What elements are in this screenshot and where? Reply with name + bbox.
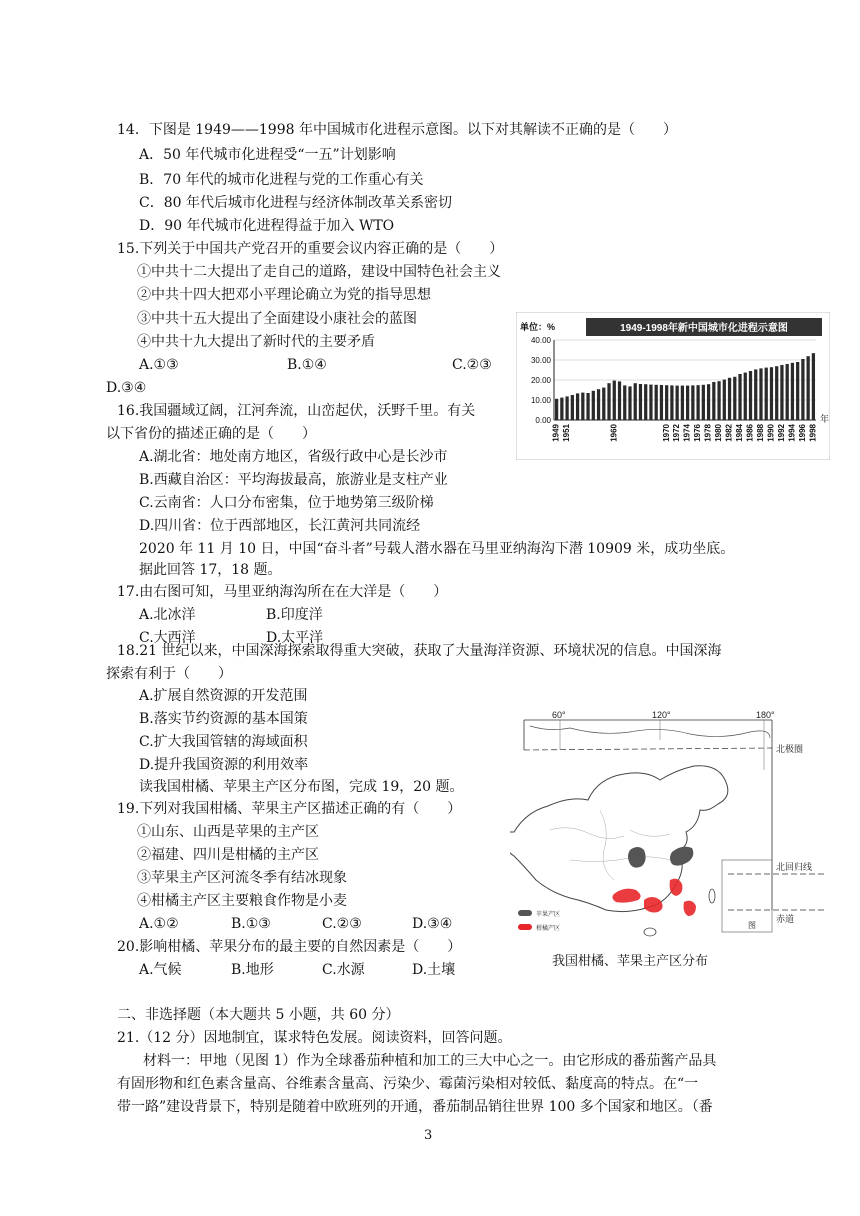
chart-bar-1970 [665, 385, 668, 420]
question-14: 14．下图是 1949——1998 年中国城市化进程示意图。以下对其解读不正确的是（ ） [117, 122, 677, 138]
chart-bar-1975 [691, 385, 694, 420]
option-14-a: A．50 年代城市化进程受“一五”计划影响 [139, 147, 396, 163]
question-17: 17.由右图可知，马里亚纳海沟所在在大洋是（ ） [117, 584, 448, 600]
option-17-d: D.太平洋 [266, 630, 324, 646]
option-19-b: B.①③ [231, 916, 271, 932]
chart-bar-1974 [686, 386, 689, 420]
chart-bar-1973 [681, 386, 684, 420]
orange-region-fujian [684, 901, 697, 916]
chart-bar-1989 [765, 368, 768, 420]
option-16-b: B.西藏自治区：平均海拔最高，旅游业是支柱产业 [139, 472, 448, 488]
option-15-b: B.①④ [287, 357, 327, 373]
china-outline [510, 766, 728, 912]
option-18-b: B.落实节约资源的基本国策 [139, 711, 308, 727]
option-15-a: A.①③ [139, 357, 179, 373]
lon-label-180: 180° [756, 710, 775, 720]
chart-bar-1962 [623, 385, 626, 420]
chart-bar-1985 [744, 373, 747, 420]
chart-xtick-label: 1990 [766, 424, 776, 442]
option-16-c: C.云南省：人口分布密集，位于地势第三级阶梯 [139, 495, 434, 511]
chart-bar-1969 [660, 385, 663, 420]
chart-bar-1966 [644, 384, 647, 420]
intro-19: 读我国柑橘、苹果主产区分布图，完成 19，20 题。 [139, 779, 464, 795]
chart-bar-1991 [775, 366, 778, 420]
option-19-a: A.①② [139, 916, 179, 932]
chart-title: 1949-1998年新中国城市化进程示意图 [620, 323, 788, 334]
chart-bar-1955 [586, 393, 589, 420]
chart-xtick-label: 1976 [693, 424, 703, 442]
tropic-label: 北回归线 [776, 862, 813, 872]
chart-bar-1983 [733, 377, 736, 420]
chart-ytick-label: 10.00 [530, 396, 551, 405]
material-1-line-3: 带一路”建设背景下，特别是随着中欧班列的开通，番茄制品销往世界 100 多个国家和地区。（番 [117, 1099, 713, 1115]
option-18-c: C.扩大我国管辖的海域面积 [139, 734, 308, 750]
option-20-a: A.气候 [139, 962, 182, 978]
chart-xtick-label: 1996 [798, 424, 808, 442]
legend-apple-swatch [518, 910, 532, 916]
chart-bar-1984 [738, 374, 741, 420]
chart-bar-1959 [607, 383, 610, 420]
option-18-a: A.扩展自然资源的开发范围 [139, 688, 308, 704]
chart-bar-1971 [670, 385, 673, 420]
produce-map [510, 710, 826, 946]
chart-xtick-label: 1978 [703, 424, 713, 442]
chart-xtick-label: 1998 [808, 424, 818, 442]
chart-xtick-label: 1980 [714, 424, 724, 442]
legend-orange-label: 柑橘产区 [536, 926, 561, 932]
statement-15-2: ②中共十四大把邓小平理论确立为党的指导思想 [137, 287, 431, 303]
material-1-line-2: 有固形物和红色素含量高、谷维素含量高、污染少、霉菌污染相对较低、黏度高的特点。在“一 [117, 1076, 699, 1092]
question-18-line-2: 探索有利于（ ） [106, 666, 232, 682]
chart-bar-1990 [770, 367, 773, 420]
chart-xtick-label: 1992 [777, 424, 787, 442]
chart-ylabel: 单位：% [520, 322, 556, 332]
chart-bar-1995 [796, 362, 799, 420]
option-20-d: D.土壤 [412, 962, 456, 978]
chart-xtick-label: 1982 [724, 424, 734, 442]
map-caption: 我国柑橘、苹果主产区分布 [552, 954, 709, 969]
option-15-d: D.③④ [106, 380, 147, 396]
chart-bar-1979 [712, 382, 715, 420]
orange-region-central [644, 897, 663, 913]
chart-bar-1976 [696, 385, 699, 420]
legend-orange-swatch [518, 924, 532, 930]
chart-xtick-label: 1970 [661, 424, 671, 442]
chart-bar-1954 [581, 393, 584, 420]
question-16-line-1: 16.我国疆域辽阔，江河奔流，山峦起伏，沃野千里。有关 [117, 403, 476, 419]
chart-xtick-label: 1951 [562, 424, 572, 442]
statement-19-2: ②福建、四川是柑橘的主产区 [137, 847, 319, 863]
option-14-b: B．70 年代的城市化进程与党的工作重心有关 [139, 172, 424, 188]
chart-ytick-label: 30.00 [530, 356, 551, 365]
lon-label-120: 120° [652, 710, 671, 720]
lon-label-60: 60° [552, 710, 566, 720]
material-1-line-1: 材料一：甲地（见图 1）作为全球番茄种植和加工的三大中心之一。由它形成的番茄酱产品具 [143, 1053, 717, 1069]
option-14-c: C．80 年代后城市化进程与经济体制改革关系密切 [139, 195, 452, 211]
section-2-heading: 二、非选择题（本大题共 5 小题，共 60 分） [117, 1007, 400, 1023]
option-17-c: C.大西洋 [139, 630, 196, 646]
chart-bar-1967 [649, 385, 652, 420]
chart-bar-1988 [759, 368, 762, 420]
intro-17-line-1: 2020 年 11 月 10 日，中国“奋斗者”号载人潜水器在马里亚纳海沟下潜 10909 米，成功坐底。 [139, 541, 735, 557]
chart-bar-1964 [634, 383, 637, 420]
intro-17-line-2: 据此回答 17，18 题。 [139, 562, 282, 578]
statement-19-4: ④柑橘主产区主要粮食作物是小麦 [137, 893, 347, 909]
orange-region-sichuan [612, 889, 640, 903]
option-19-c: C.②③ [322, 916, 362, 932]
chart-bar-1996 [801, 359, 804, 420]
chart-xtick-label: 1994 [787, 424, 797, 442]
chart-xtick-label: 1949 [551, 424, 561, 442]
chart-xtick-label: 1972 [672, 424, 682, 442]
question-20: 20.影响柑橘、苹果分布的最主要的自然因素是（ ） [117, 939, 462, 955]
chart-bar-1960 [613, 381, 616, 420]
chart-bar-1951 [565, 396, 568, 420]
statement-19-1: ①山东、山西是苹果的主产区 [137, 824, 319, 840]
chart-bar-1961 [618, 381, 621, 420]
chart-bar-1949 [555, 399, 558, 420]
option-20-b: B.地形 [231, 962, 274, 978]
chart-bar-1950 [560, 398, 563, 420]
chart-bar-1997 [807, 356, 810, 420]
chart-bar-1953 [576, 393, 579, 420]
chart-xtick-label: 1988 [756, 424, 766, 442]
statement-15-4: ④中共十九大提出了新时代的主要矛盾 [137, 334, 375, 350]
statement-15-1: ①中共十二大提出了走自己的道路，建设中国特色社会主义 [137, 264, 501, 280]
chart-bar-1957 [597, 389, 600, 420]
option-15-c: C.②③ [452, 357, 492, 373]
chart-bar-1992 [780, 365, 783, 420]
chart-bar-1963 [628, 386, 631, 420]
question-16-line-2: 以下省份的描述正确的是（ ） [106, 426, 316, 442]
question-19: 19.下列对我国柑橘、苹果主产区描述正确的有（ ） [117, 801, 462, 817]
statement-15-3: ③中共十五大提出了全面建设小康社会的蓝图 [137, 311, 417, 327]
option-17-a: A.北冰洋 [139, 607, 196, 623]
chart-bar-1981 [723, 380, 726, 420]
chart-xtick-label: 1974 [682, 424, 692, 442]
chart-xtick-label: 1960 [609, 424, 619, 442]
option-18-d: D.提升我国资源的利用效率 [139, 757, 309, 773]
statement-19-3: ③苹果主产区河流冬季有结冰现象 [137, 870, 347, 886]
chart-ytick-label: 0.00 [535, 416, 551, 425]
apple-region-shandong [670, 847, 693, 866]
chart-bar-1956 [592, 391, 595, 420]
chart-bar-1965 [639, 384, 642, 420]
chart-bar-1952 [571, 395, 574, 420]
chart-ytick-label: 20.00 [530, 376, 551, 385]
question-15: 15.下列关于中国共产党召开的重要会议内容正确的是（ ） [117, 241, 504, 257]
chart-ytick-label: 40.00 [530, 336, 551, 345]
chart-bar-1978 [707, 384, 710, 420]
chart-bar-1958 [602, 388, 605, 420]
page-number: 3 [424, 1128, 433, 1143]
chart-bar-1972 [676, 386, 679, 420]
chart-bar-1982 [728, 378, 731, 420]
legend-apple-label: 苹果产区 [536, 912, 561, 918]
orange-region-east [670, 879, 683, 896]
chart-xtick-label: 1984 [735, 424, 745, 442]
option-16-a: A.湖北省：地处南方地区，省级行政中心是长沙市 [139, 449, 448, 465]
chart-xtick-label: 1986 [745, 424, 755, 442]
question-18-line-1: 18.21 世纪以来，中国深海探索取得重大突破，获取了大量海洋资源、环境状况的信息。中国深海 [117, 643, 722, 659]
chart-bar-1986 [749, 371, 752, 420]
chart-bar-1994 [791, 363, 794, 420]
arctic-circle-label: 北极圈 [776, 744, 804, 754]
chart-xlabel: 年 [820, 414, 830, 424]
chart-bar-1977 [702, 385, 705, 420]
question-21: 21.（12 分）因地制宜，谋求特色发展。阅读资料，回答问题。 [117, 1030, 512, 1046]
option-19-d: D.③④ [412, 916, 453, 932]
chart-bar-1980 [717, 381, 720, 420]
option-14-d: D．90 年代城市化进程得益于加入 WTO [139, 218, 395, 234]
apple-region-loess [628, 847, 646, 868]
chart-bar-1998 [812, 353, 815, 420]
inset-label: 图 [748, 921, 756, 930]
chart-bar-1968 [655, 385, 658, 420]
chart-bar-1987 [754, 369, 757, 420]
urbanization-chart [516, 312, 830, 460]
equator-label: 赤道 [776, 914, 795, 924]
option-20-c: C.水源 [322, 962, 365, 978]
option-16-d: D.四川省：位于西部地区，长江黄河共同流经 [139, 518, 421, 534]
chart-bar-1993 [786, 364, 789, 420]
option-17-b: B.印度洋 [266, 607, 323, 623]
